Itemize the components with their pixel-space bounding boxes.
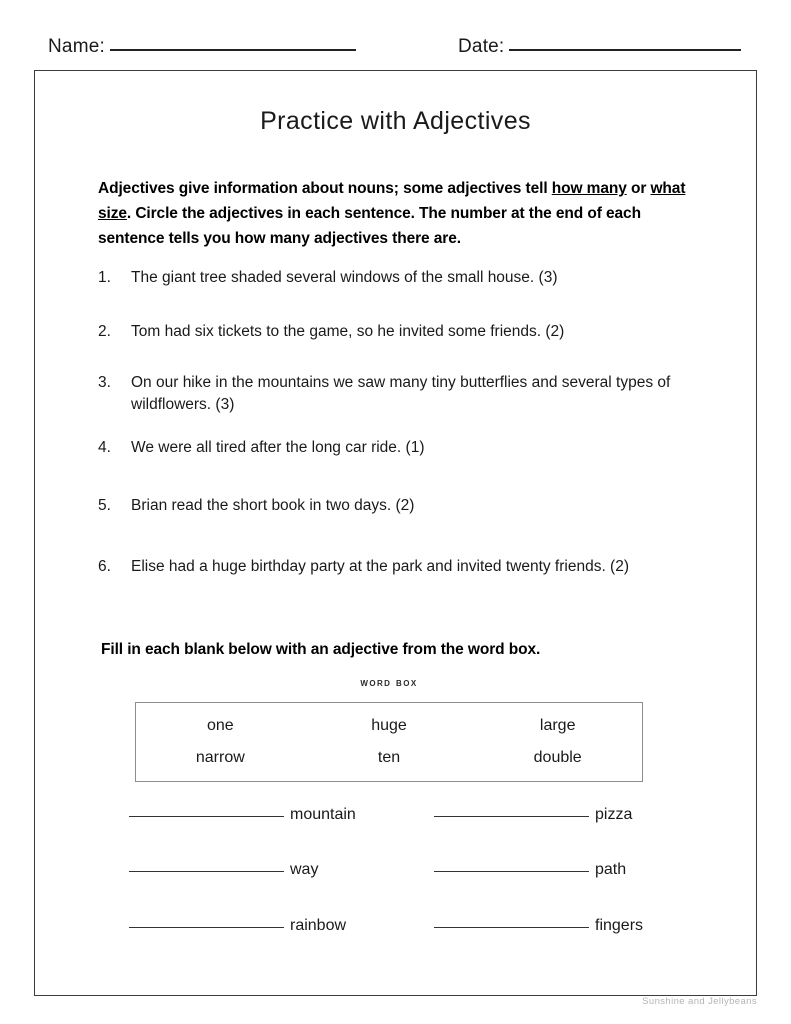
word-box-word[interactable]: ten [377, 749, 401, 766]
question-text: On our hike in the mountains we saw many tiny butterflies and several types of wildflowers. (3) [131, 374, 671, 413]
date-write-line[interactable] [509, 49, 741, 51]
instructions-part-2: or [626, 180, 651, 197]
word-box-row [136, 710, 642, 742]
question-number: 6. [98, 558, 111, 575]
footer-credit: Sunshine and Jellybeans [642, 996, 757, 1007]
blank-write-line[interactable] [434, 871, 589, 872]
blank-item[interactable] [434, 806, 632, 824]
question-item[interactable] [98, 495, 718, 517]
blank-noun: pizza [595, 806, 633, 823]
blank-noun: mountain [290, 806, 356, 823]
instructions-underline-how-many: how many [551, 180, 627, 197]
question-item[interactable] [98, 437, 718, 459]
page-title: Practice with Adjectives [260, 107, 531, 135]
date-label: Date: [458, 36, 505, 57]
question-number: 4. [98, 439, 111, 456]
word-box-word[interactable]: narrow [195, 749, 245, 766]
name-field-group [48, 36, 356, 58]
question-text: The giant tree shaded several windows of the small house. (3) [131, 269, 558, 286]
question-number: 5. [98, 497, 111, 514]
name-date-header [0, 36, 791, 70]
blank-write-line[interactable] [129, 927, 284, 928]
fill-in-instruction: Fill in each blank below with an adjective from the word box. [101, 641, 541, 658]
word-box-row [136, 742, 642, 774]
blank-row [35, 861, 756, 891]
question-item[interactable] [98, 267, 718, 289]
word-box-label: word box [360, 675, 418, 689]
name-write-line[interactable] [110, 49, 356, 51]
name-label: Name: [48, 36, 105, 57]
date-field-group [458, 36, 741, 58]
word-box-word[interactable]: one [206, 717, 234, 734]
blank-item[interactable] [434, 917, 643, 935]
blank-item[interactable] [129, 861, 318, 879]
question-number: 1. [98, 269, 111, 286]
word-box-word[interactable]: large [539, 717, 576, 734]
blank-noun: path [595, 861, 627, 878]
instructions-part-1: Adjectives give information about nouns; some adjectives tell [98, 180, 552, 197]
word-box-word[interactable]: double [533, 749, 582, 766]
word-box-word[interactable]: huge [371, 717, 407, 734]
question-item[interactable] [98, 556, 718, 578]
blank-item[interactable] [129, 806, 356, 824]
worksheet-border [34, 70, 757, 996]
blank-noun: rainbow [290, 917, 347, 934]
question-text: Tom had six tickets to the game, so he invited some friends. (2) [131, 323, 565, 340]
question-number: 3. [98, 374, 111, 391]
blank-write-line[interactable] [129, 871, 284, 872]
word-box [135, 702, 643, 782]
question-text: We were all tired after the long car ride. (1) [131, 439, 425, 456]
blank-item[interactable] [434, 861, 626, 879]
instructions-paragraph [98, 176, 708, 251]
instructions-underline-what-size: what size [98, 180, 686, 223]
blank-write-line[interactable] [434, 816, 589, 817]
blank-write-line[interactable] [434, 927, 589, 928]
blank-item[interactable] [129, 917, 346, 935]
question-item[interactable] [98, 372, 718, 416]
blank-row [35, 806, 756, 836]
question-number: 2. [98, 323, 111, 340]
blank-write-line[interactable] [129, 816, 284, 817]
blank-noun: way [290, 861, 319, 878]
question-item[interactable] [98, 321, 718, 343]
blank-row [35, 917, 756, 947]
instructions-part-3: . Circle the adjectives in each sentence. The number at the end of each sentence tells you how many adjectives there are. [98, 205, 641, 248]
blank-noun: fingers [595, 917, 644, 934]
question-text: Brian read the short book in two days. (2) [131, 497, 415, 514]
question-text: Elise had a huge birthday party at the park and invited twenty friends. (2) [131, 558, 630, 575]
